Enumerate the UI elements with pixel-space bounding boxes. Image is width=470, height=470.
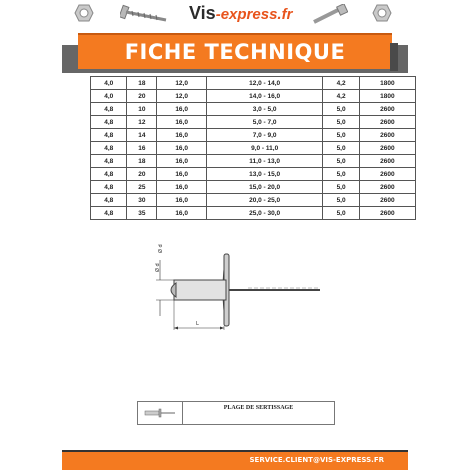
table-row bbox=[91, 116, 416, 129]
table-row bbox=[91, 77, 416, 90]
table-cell: 16,0 bbox=[157, 194, 207, 207]
crimp-range-image-cell bbox=[138, 402, 183, 424]
table-row bbox=[91, 181, 416, 194]
table-cell: 5,0 bbox=[323, 103, 359, 116]
table-cell: 25 bbox=[127, 181, 157, 194]
table-cell: 2600 bbox=[359, 168, 415, 181]
table-cell: 12,0 bbox=[157, 77, 207, 90]
rivet-thumbnail-icon bbox=[143, 408, 177, 418]
table-cell: 12 bbox=[127, 116, 157, 129]
table-cell: 16,0 bbox=[157, 142, 207, 155]
table-cell: 5,0 - 7,0 bbox=[206, 116, 322, 129]
table-cell: 13,0 - 15,0 bbox=[206, 168, 322, 181]
table-row bbox=[91, 155, 416, 168]
rivet-body bbox=[174, 280, 226, 300]
table-cell: 20 bbox=[127, 90, 157, 103]
brand-logo[interactable] bbox=[189, 2, 292, 24]
table-cell: 4,8 bbox=[91, 207, 127, 220]
table-cell: 14,0 - 16,0 bbox=[206, 90, 322, 103]
spec-table bbox=[90, 76, 416, 220]
table-cell: 2600 bbox=[359, 194, 415, 207]
table-cell: 4,2 bbox=[323, 77, 359, 90]
spec-table-body bbox=[91, 77, 416, 220]
table-cell: 4,8 bbox=[91, 168, 127, 181]
table-cell: 2600 bbox=[359, 103, 415, 116]
table-cell: 5,0 bbox=[323, 168, 359, 181]
table-cell: 4,8 bbox=[91, 194, 127, 207]
table-cell: 12,0 - 14,0 bbox=[206, 77, 322, 90]
table-cell: 1800 bbox=[359, 90, 415, 103]
table-cell: 12,0 bbox=[157, 90, 207, 103]
screw-icon bbox=[120, 4, 168, 24]
table-cell: 15,0 - 20,0 bbox=[206, 181, 322, 194]
service-email[interactable]: SERVICE.CLIENT@VIS-EXPRESS.FR bbox=[249, 456, 384, 464]
table-cell: 18 bbox=[127, 77, 157, 90]
mandrel-head bbox=[171, 283, 176, 297]
crimp-range-label: PLAGE DE SERTISSAGE bbox=[223, 405, 294, 411]
logo-domain-text: -express.fr bbox=[215, 6, 293, 23]
table-cell: 5,0 bbox=[323, 181, 359, 194]
table-cell: 5,0 bbox=[323, 194, 359, 207]
nut-icon bbox=[74, 4, 94, 22]
footer-banner bbox=[62, 450, 408, 470]
diameter-label-2: Ø d bbox=[155, 263, 161, 272]
table-cell: 16,0 bbox=[157, 181, 207, 194]
table-cell: 5,0 bbox=[323, 142, 359, 155]
rivet-diagram bbox=[148, 238, 328, 338]
table-cell: 7,0 - 9,0 bbox=[206, 129, 322, 142]
table-row bbox=[91, 129, 416, 142]
table-cell: 4,8 bbox=[91, 129, 127, 142]
diameter-label-1: Ø d bbox=[158, 244, 164, 253]
table-cell: 18 bbox=[127, 155, 157, 168]
table-cell: 5,0 bbox=[323, 129, 359, 142]
table-cell: 10 bbox=[127, 103, 157, 116]
table-cell: 16,0 bbox=[157, 155, 207, 168]
table-cell: 4,8 bbox=[91, 103, 127, 116]
table-cell: 16 bbox=[127, 142, 157, 155]
table-cell: 3,0 - 5,0 bbox=[206, 103, 322, 116]
table-cell: 2600 bbox=[359, 116, 415, 129]
table-cell: 4,0 bbox=[91, 90, 127, 103]
crimp-range-box bbox=[137, 401, 335, 425]
table-cell: 16,0 bbox=[157, 129, 207, 142]
table-cell: 5,0 bbox=[323, 155, 359, 168]
nut-icon bbox=[372, 4, 392, 22]
table-row bbox=[91, 103, 416, 116]
table-cell: 4,8 bbox=[91, 142, 127, 155]
table-cell: 2600 bbox=[359, 207, 415, 220]
table-cell: 9,0 - 11,0 bbox=[206, 142, 322, 155]
table-cell: 1800 bbox=[359, 77, 415, 90]
table-row bbox=[91, 90, 416, 103]
table-cell: 4,2 bbox=[323, 90, 359, 103]
table-cell: 14 bbox=[127, 129, 157, 142]
bolt-icon bbox=[308, 4, 348, 26]
header-banner bbox=[0, 0, 470, 30]
table-cell: 11,0 - 13,0 bbox=[206, 155, 322, 168]
table-cell: 5,0 bbox=[323, 207, 359, 220]
table-cell: 4,8 bbox=[91, 116, 127, 129]
table-cell: 25,0 - 30,0 bbox=[206, 207, 322, 220]
table-cell: 4,0 bbox=[91, 77, 127, 90]
length-label: L bbox=[196, 321, 199, 327]
table-cell: 20,0 - 25,0 bbox=[206, 194, 322, 207]
table-cell: 35 bbox=[127, 207, 157, 220]
table-cell: 16,0 bbox=[157, 103, 207, 116]
table-cell: 30 bbox=[127, 194, 157, 207]
table-cell: 2600 bbox=[359, 155, 415, 168]
table-row bbox=[91, 168, 416, 181]
table-row bbox=[91, 142, 416, 155]
logo-brand-text: Vis bbox=[189, 3, 216, 23]
table-cell: 16,0 bbox=[157, 168, 207, 181]
table-cell: 20 bbox=[127, 168, 157, 181]
table-cell: 2600 bbox=[359, 181, 415, 194]
table-cell: 16,0 bbox=[157, 207, 207, 220]
page-title: FICHE TECHNIQUE bbox=[124, 40, 346, 64]
table-cell: 4,8 bbox=[91, 155, 127, 168]
table-row bbox=[91, 194, 416, 207]
table-cell: 2600 bbox=[359, 129, 415, 142]
table-cell: 5,0 bbox=[323, 116, 359, 129]
table-cell: 16,0 bbox=[157, 116, 207, 129]
table-cell: 2600 bbox=[359, 142, 415, 155]
table-row bbox=[91, 207, 416, 220]
title-banner bbox=[78, 33, 392, 69]
table-cell: 4,8 bbox=[91, 181, 127, 194]
